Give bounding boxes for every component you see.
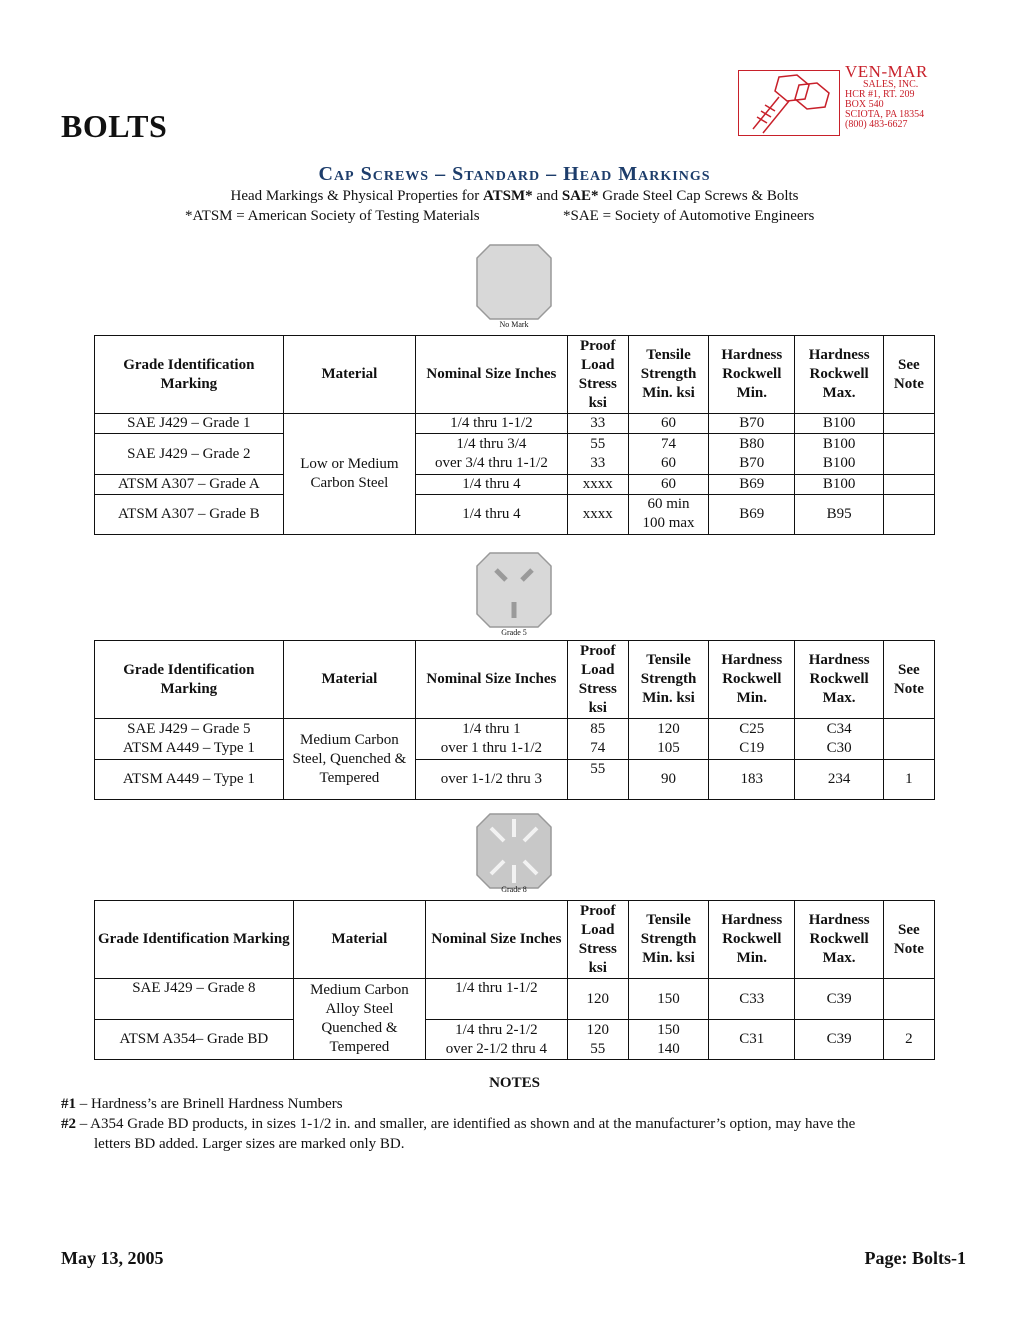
col-material: Material bbox=[283, 641, 415, 719]
cell-line: SAE J429 – Grade 5 bbox=[127, 721, 251, 737]
table-header-row bbox=[95, 641, 935, 719]
cell-tensile: 150 bbox=[628, 979, 708, 1020]
cell-material: Medium Carbon Alloy Steel Quenched & Tempered bbox=[293, 979, 425, 1060]
cell-line: 1/4 thru 1 bbox=[462, 721, 521, 737]
col-note: See Note bbox=[883, 901, 934, 979]
cell-grade: ATSM A307 – Grade A bbox=[95, 474, 284, 494]
cell-hmax: C39 bbox=[795, 979, 883, 1020]
cell-grade: ATSM A307 – Grade B bbox=[95, 494, 284, 534]
footer-date: May 13, 2005 bbox=[61, 1248, 164, 1268]
cell-material: Low or Medium Carbon Steel bbox=[283, 414, 415, 535]
page-title: BOLTS bbox=[61, 108, 168, 144]
head-grade8-image bbox=[476, 813, 552, 894]
cell-line: 55 bbox=[590, 1040, 606, 1057]
grade5-head-icon bbox=[476, 552, 552, 628]
cell-size: 1/4 thru 1-1/2 bbox=[426, 979, 568, 1020]
head-no-mark-image bbox=[476, 244, 552, 325]
cell-material: Medium Carbon Steel, Quenched & Tempered bbox=[283, 719, 415, 800]
col-note: See Note bbox=[883, 336, 934, 414]
table-header-row bbox=[95, 336, 935, 414]
cell-hmax bbox=[795, 719, 883, 760]
cell-size bbox=[416, 434, 568, 474]
cell-note bbox=[883, 434, 934, 474]
col-hmin: Hardness Rockwell Min. bbox=[709, 641, 795, 719]
col-hmax: Hardness Rockwell Max. bbox=[795, 641, 883, 719]
cell-note bbox=[883, 474, 934, 494]
head-no-mark-label: No Mark bbox=[499, 320, 529, 329]
cell-hmin: C33 bbox=[709, 979, 795, 1020]
cell-hmin: B69 bbox=[709, 494, 795, 534]
table-row bbox=[95, 760, 935, 800]
logo-line-1: SALES, INC. bbox=[863, 79, 919, 90]
note-1 bbox=[61, 1094, 961, 1114]
col-size: Nominal Size Inches bbox=[416, 641, 568, 719]
cell-line: 1/4 thru 2-1/2 bbox=[455, 1021, 538, 1038]
cell-line: C30 bbox=[826, 740, 852, 756]
cell-proof: xxxx bbox=[567, 474, 628, 494]
cell-line: 100 max bbox=[642, 515, 695, 532]
cell-hmin bbox=[709, 434, 795, 474]
table-row bbox=[95, 1020, 935, 1060]
cell-size: 1/4 thru 4 bbox=[416, 474, 568, 494]
cell-line: 140 bbox=[657, 1040, 680, 1057]
cell-line: 120 bbox=[657, 721, 680, 737]
grade8-head-icon bbox=[476, 813, 552, 889]
cell-line: 55 bbox=[590, 436, 606, 453]
subtitle bbox=[0, 188, 1029, 205]
subtitle-sae: SAE* bbox=[561, 188, 599, 204]
col-tensile: Tensile Strength Min. ksi bbox=[628, 901, 708, 979]
cell-proof bbox=[567, 719, 628, 760]
cell-hmin: 183 bbox=[709, 760, 795, 800]
cell-line: B80 bbox=[739, 436, 765, 453]
cell-line: ATSM A449 – Type 1 bbox=[122, 740, 255, 756]
col-proof: Proof Load Stress ksi bbox=[567, 641, 628, 719]
cell-line: 150 bbox=[657, 1021, 680, 1038]
cell-line: C25 bbox=[739, 721, 765, 737]
cell-grade: SAE J429 – Grade 2 bbox=[95, 434, 284, 474]
cell-line: 74 bbox=[590, 740, 606, 756]
section-heading: Cap Screws – Standard – Head Markings bbox=[318, 163, 711, 185]
cell-note bbox=[883, 494, 934, 534]
cell-line: C34 bbox=[826, 721, 852, 737]
cell-grade bbox=[95, 719, 284, 760]
col-material: Material bbox=[293, 901, 425, 979]
col-note: See Note bbox=[883, 641, 934, 719]
cell-note bbox=[883, 414, 934, 434]
col-hmin: Hardness Rockwell Min. bbox=[709, 901, 795, 979]
cell-proof: 55 bbox=[567, 760, 628, 800]
cell-hmax: B100 bbox=[795, 414, 883, 434]
cell-tensile bbox=[628, 434, 708, 474]
cell-hmax: B100 bbox=[795, 474, 883, 494]
col-proof: Proof Load Stress ksi bbox=[567, 901, 628, 979]
logo-name: VEN-MAR bbox=[845, 62, 928, 81]
note-2 bbox=[61, 1114, 961, 1134]
col-size: Nominal Size Inches bbox=[416, 336, 568, 414]
bolt-logo-icon bbox=[739, 71, 839, 135]
note-1-text: – Hardness’s are Brinell Hardness Numbers bbox=[76, 1096, 343, 1112]
table-row bbox=[95, 414, 935, 434]
col-grade: Grade Identification Marking bbox=[95, 641, 284, 719]
cell-note: 2 bbox=[883, 1020, 934, 1060]
cell-grade: ATSM A354– Grade BD bbox=[95, 1020, 294, 1060]
logo-line-5: (800) 483-6627 bbox=[845, 119, 908, 130]
cell-size: 1/4 thru 4 bbox=[416, 494, 568, 534]
footer-page-label: Page: Bolts-1 bbox=[864, 1248, 966, 1268]
cell-tensile: 60 bbox=[628, 474, 708, 494]
cell-hmax: B95 bbox=[795, 494, 883, 534]
cell-tensile bbox=[628, 494, 708, 534]
cell-proof: xxxx bbox=[567, 494, 628, 534]
cell-line: over 3/4 thru 1-1/2 bbox=[434, 455, 548, 472]
col-grade: Grade Identification Marking bbox=[95, 336, 284, 414]
table-row bbox=[95, 474, 935, 494]
subtitle-astm: ATSM* bbox=[482, 188, 533, 204]
cell-hmin: C31 bbox=[709, 1020, 795, 1060]
cell-size: over 1-1/2 thru 3 bbox=[416, 760, 568, 800]
cell-tensile bbox=[628, 719, 708, 760]
notes-title: NOTES bbox=[489, 1075, 540, 1091]
octagon-head-icon bbox=[476, 244, 552, 320]
cell-hmin bbox=[709, 719, 795, 760]
col-size: Nominal Size Inches bbox=[426, 901, 568, 979]
cell-size bbox=[426, 1020, 568, 1060]
cell-line: 85 bbox=[590, 721, 606, 737]
cell-size bbox=[416, 719, 568, 760]
cell-grade: SAE J429 – Grade 8 bbox=[95, 979, 294, 1020]
logo-line-2: HCR #1, RT. 209 bbox=[845, 89, 915, 100]
cell-line: 105 bbox=[657, 740, 680, 756]
footnote-astm: *ATSM = American Society of Testing Materials bbox=[185, 208, 480, 224]
col-proof: Proof Load Stress ksi bbox=[567, 336, 628, 414]
cell-proof bbox=[567, 1020, 628, 1060]
table-3 bbox=[94, 900, 935, 1060]
table-header-row bbox=[95, 901, 935, 979]
cell-hmax: C39 bbox=[795, 1020, 883, 1060]
cell-line: over 1 thru 1-1/2 bbox=[440, 740, 543, 756]
cell-line: 74 bbox=[661, 436, 677, 453]
cell-hmin: B69 bbox=[709, 474, 795, 494]
footnote-sae: *SAE = Society of Automotive Engineers bbox=[563, 208, 815, 224]
col-grade: Grade Identification Marking bbox=[95, 901, 294, 979]
cell-line: 60 bbox=[661, 455, 677, 472]
logo-line-4: SCIOTA, PA 18354 bbox=[845, 109, 925, 120]
cell-line: B100 bbox=[822, 436, 856, 453]
subtitle-pre: Head Markings & Physical Properties for bbox=[230, 188, 483, 204]
cell-note bbox=[883, 719, 934, 760]
cell-proof bbox=[567, 434, 628, 474]
cell-proof: 33 bbox=[567, 414, 628, 434]
cell-line: B100 bbox=[822, 455, 856, 472]
table-row bbox=[95, 979, 935, 1020]
col-tensile: Tensile Strength Min. ksi bbox=[628, 641, 708, 719]
logo-company-block bbox=[845, 64, 928, 130]
cell-hmin: B70 bbox=[709, 414, 795, 434]
col-hmin: Hardness Rockwell Min. bbox=[709, 336, 795, 414]
head-grade5-image bbox=[476, 552, 552, 633]
cell-tensile: 90 bbox=[628, 760, 708, 800]
cell-grade: ATSM A449 – Type 1 bbox=[95, 760, 284, 800]
cell-note: 1 bbox=[883, 760, 934, 800]
col-material: Material bbox=[283, 336, 415, 414]
cell-proof: 120 bbox=[567, 979, 628, 1020]
table-2 bbox=[94, 640, 935, 800]
head-grade5-label: Grade 5 bbox=[501, 628, 527, 637]
table-1 bbox=[94, 335, 935, 535]
cell-hmax: 234 bbox=[795, 760, 883, 800]
cell-line: C19 bbox=[739, 740, 765, 756]
cell-hmax bbox=[795, 434, 883, 474]
cell-note bbox=[883, 979, 934, 1020]
table-row bbox=[95, 494, 935, 534]
cell-line: 60 min bbox=[647, 496, 690, 513]
logo-image bbox=[738, 70, 840, 136]
cell-line: 1/4 thru 3/4 bbox=[456, 436, 527, 453]
subtitle-post: Grade Steel Cap Screws & Bolts bbox=[598, 188, 799, 204]
table-row bbox=[95, 434, 935, 474]
cell-line: B70 bbox=[739, 455, 765, 472]
col-tensile: Tensile Strength Min. ksi bbox=[628, 336, 708, 414]
head-grade8-label: Grade 8 bbox=[501, 885, 527, 894]
cell-tensile bbox=[628, 1020, 708, 1060]
cell-line: 120 bbox=[586, 1021, 610, 1038]
col-hmax: Hardness Rockwell Max. bbox=[795, 901, 883, 979]
col-hmax: Hardness Rockwell Max. bbox=[795, 336, 883, 414]
note-2-continued: letters BD added. Larger sizes are marked only BD. bbox=[94, 1136, 405, 1152]
note-1-label: #1 bbox=[61, 1096, 76, 1112]
cell-grade: SAE J429 – Grade 1 bbox=[95, 414, 284, 434]
cell-line: 33 bbox=[590, 455, 606, 472]
subtitle-and: and bbox=[532, 188, 562, 204]
note-2-text: – A354 Grade BD products, in sizes 1-1/2 in. and smaller, are identified as shown and at the manufacturer’s option, may have the bbox=[76, 1116, 856, 1132]
cell-line: over 2-1/2 thru 4 bbox=[445, 1040, 548, 1057]
logo-line-3: BOX 540 bbox=[845, 99, 884, 110]
cell-size: 1/4 thru 1-1/2 bbox=[416, 414, 568, 434]
cell-tensile: 60 bbox=[628, 414, 708, 434]
table-row bbox=[95, 719, 935, 760]
note-2-label: #2 bbox=[61, 1116, 76, 1132]
